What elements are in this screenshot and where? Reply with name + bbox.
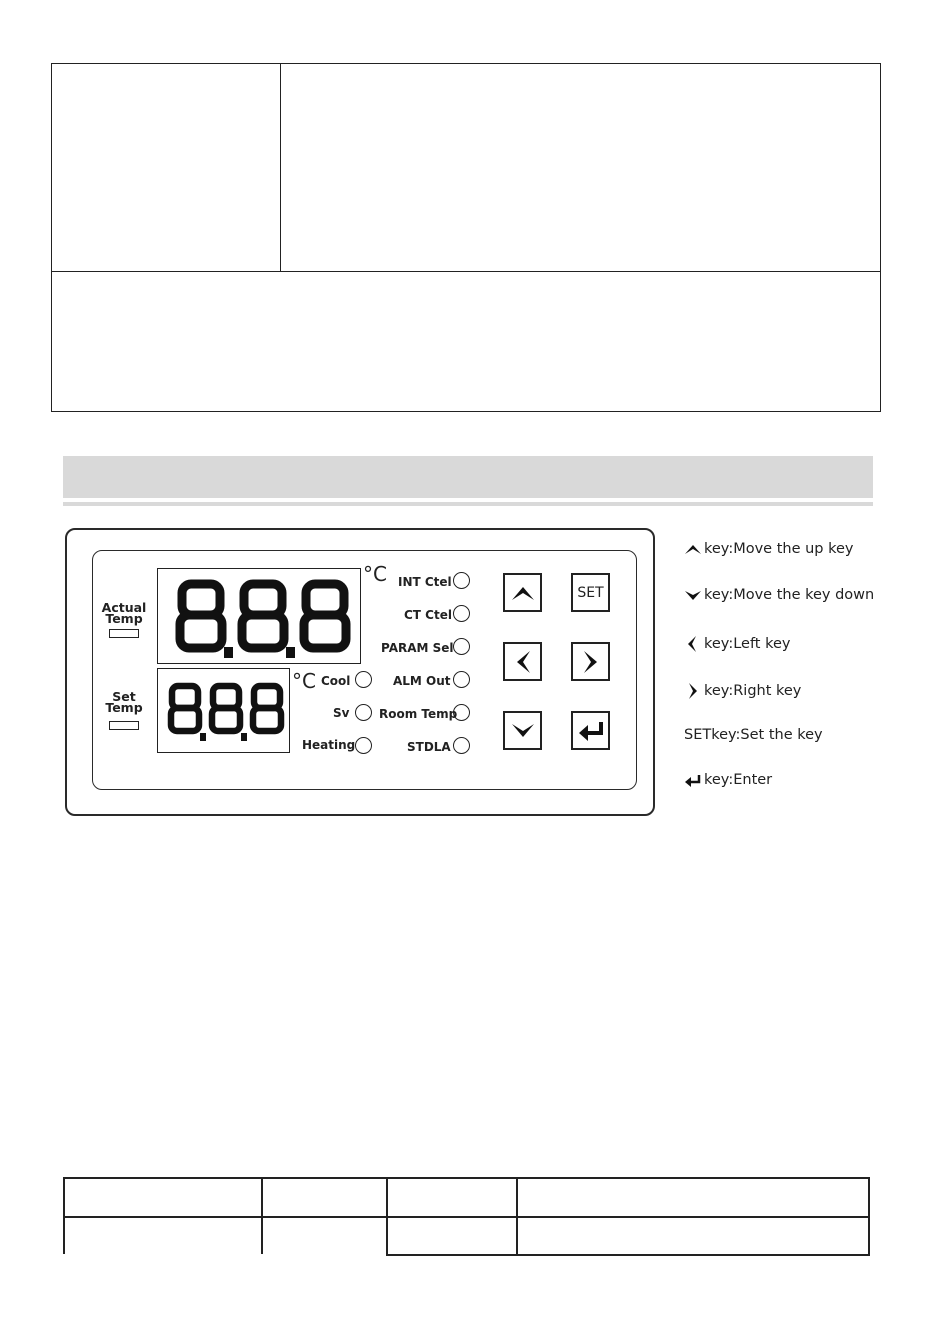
indicator-led-param-sel bbox=[453, 638, 470, 655]
bottom-table-col-line-3 bbox=[386, 1177, 388, 1255]
chevron-down-icon bbox=[510, 722, 536, 740]
set-temp-display bbox=[157, 668, 290, 753]
legend-set-text: SETkey:Set the key bbox=[684, 727, 823, 743]
legend-left bbox=[683, 635, 790, 653]
set-temp-label-line2: Temp bbox=[105, 700, 143, 715]
bottom-table-top-border bbox=[63, 1177, 870, 1179]
left-key-button[interactable] bbox=[503, 642, 542, 681]
legend-enter-text: key:Enter bbox=[704, 772, 773, 788]
legend-set bbox=[684, 727, 823, 743]
indicator-led-stdla bbox=[453, 737, 470, 754]
chevron-up-icon bbox=[510, 584, 536, 602]
actual-temp-label-line2: Temp bbox=[105, 611, 143, 626]
chevron-left-icon bbox=[683, 635, 703, 653]
indicator-led-room-temp bbox=[453, 704, 470, 721]
legend-up bbox=[683, 541, 854, 557]
section-heading-band bbox=[63, 456, 873, 498]
actual-temp-label bbox=[100, 602, 148, 624]
legend-up-text: key:Move the up key bbox=[704, 541, 854, 557]
set-temp-label bbox=[100, 691, 148, 713]
section-heading-underline bbox=[63, 502, 873, 506]
indicator-label-alm-out: ALM Out bbox=[393, 674, 451, 688]
indicator-led-int-ctel bbox=[453, 572, 470, 589]
actual-temp-label-line1: Actual bbox=[101, 600, 147, 615]
legend-down bbox=[683, 587, 874, 603]
indicator-led-ct-ctel bbox=[453, 605, 470, 622]
chevron-right-icon bbox=[683, 682, 703, 700]
enter-key-button[interactable] bbox=[571, 711, 610, 750]
lower-unit-label: °C bbox=[292, 669, 316, 693]
table-divider-vertical bbox=[280, 64, 281, 272]
bottom-table-col-line-4 bbox=[516, 1177, 518, 1255]
set-temp-label-line1: Set bbox=[112, 689, 136, 704]
chevron-right-icon bbox=[582, 649, 600, 675]
legend-right-text: key:Right key bbox=[704, 683, 802, 699]
indicator-label-param-sel: PARAM Sel bbox=[381, 641, 454, 655]
upper-unit-label: °C bbox=[363, 562, 387, 586]
legend-right bbox=[683, 682, 801, 700]
set-key-label: SET bbox=[577, 584, 604, 601]
indicator-label-heating: Heating bbox=[302, 738, 356, 752]
bottom-table-header-border bbox=[63, 1216, 870, 1218]
bottom-table-col-line-2 bbox=[261, 1177, 263, 1254]
set-key-button[interactable] bbox=[571, 573, 610, 612]
indicator-label-ct-ctel: CT Ctel bbox=[404, 608, 452, 622]
table-divider-horizontal bbox=[52, 271, 880, 272]
set-temp-led bbox=[109, 721, 139, 730]
indicator-label-stdla: STDLA bbox=[407, 740, 451, 754]
bottom-table-col-line-1 bbox=[63, 1177, 65, 1254]
bottom-table-row-border bbox=[386, 1254, 870, 1256]
enter-arrow-icon bbox=[576, 720, 606, 742]
up-key-button[interactable] bbox=[503, 573, 542, 612]
chevron-down-icon bbox=[683, 588, 703, 602]
indicator-led-sv bbox=[355, 704, 372, 721]
bottom-table-col-line-5 bbox=[868, 1177, 870, 1255]
indicator-label-room-temp: Room Temp bbox=[379, 707, 458, 721]
indicator-label-sv: Sv bbox=[333, 706, 350, 720]
indicator-label-int-ctel: INT Ctel bbox=[398, 575, 452, 589]
down-key-button[interactable] bbox=[503, 711, 542, 750]
chevron-left-icon bbox=[514, 649, 532, 675]
actual-temp-display bbox=[157, 568, 361, 664]
legend-left-text: key:Left key bbox=[704, 636, 791, 652]
set-temp-digits bbox=[158, 669, 291, 754]
indicator-led-heating bbox=[355, 737, 372, 754]
actual-temp-digits bbox=[158, 569, 362, 665]
legend-down-text: key:Move the key down bbox=[704, 587, 875, 603]
indicator-led-cool bbox=[355, 671, 372, 688]
legend-enter bbox=[683, 772, 772, 788]
right-key-button[interactable] bbox=[571, 642, 610, 681]
actual-temp-led bbox=[109, 629, 139, 638]
top-table bbox=[51, 63, 881, 412]
indicator-label-cool: Cool bbox=[321, 674, 351, 688]
chevron-up-icon bbox=[683, 542, 703, 556]
indicator-led-alm-out bbox=[453, 671, 470, 688]
enter-arrow-icon bbox=[683, 773, 703, 787]
